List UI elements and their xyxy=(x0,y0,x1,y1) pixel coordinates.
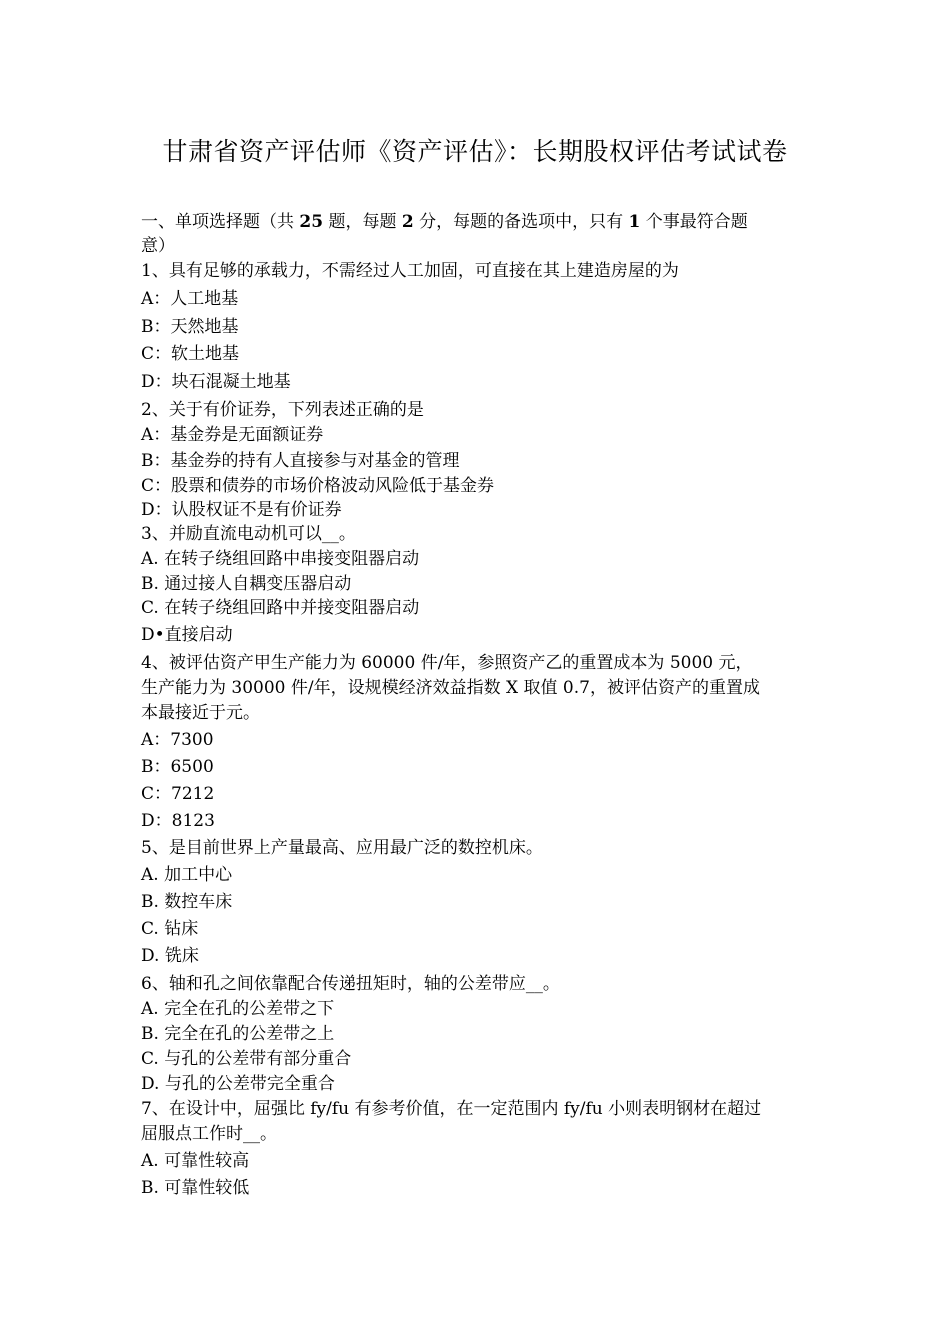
q3-option-d: D•直接启动 xyxy=(141,625,233,645)
q3-option-b: B. 通过接人自耦变压器启动 xyxy=(141,574,352,594)
section-prefix: 一、单项选择题（共 xyxy=(141,212,300,232)
q6-option-a: A. 完全在孔的公差带之下 xyxy=(141,999,335,1019)
q5-option-a: A. 加工中心 xyxy=(141,865,233,885)
answer-count: 1 xyxy=(628,212,641,232)
q2-option-b: B：基金券的持有人直接参与对基金的管理 xyxy=(141,451,460,471)
q2-stem: 2、关于有价证券，下列表述正确的是 xyxy=(141,400,424,420)
q6-stem: 6、轴和孔之间依靠配合传递扭矩时，轴的公差带应__。 xyxy=(141,974,560,994)
q1-option-d: D：块石混凝土地基 xyxy=(141,372,291,392)
q7-stem-line1: 7、在设计中，屈强比 fy/fu 有参考价值，在一定范围内 fy/fu 小则表明钢材在超过 xyxy=(141,1099,762,1119)
section-suffix: 个事最符合题 xyxy=(640,212,748,232)
section-heading xyxy=(141,210,821,235)
q6-option-b: B. 完全在孔的公差带之上 xyxy=(141,1024,335,1044)
q4-option-c: C：7212 xyxy=(141,784,215,804)
question-count: 25 xyxy=(299,212,324,232)
q4-stem-line3: 本最接近于元。 xyxy=(141,703,260,723)
q3-option-a: A. 在转子绕组回路中串接变阻器启动 xyxy=(141,549,420,569)
q1-option-c: C：软土地基 xyxy=(141,344,240,364)
section-heading-line2: 意） xyxy=(141,236,175,256)
q5-stem: 5、是目前世界上产量最高、应用最广泛的数控机床。 xyxy=(141,838,543,858)
q2-option-d: D：认股权证不是有价证券 xyxy=(141,500,342,520)
q3-stem: 3、并励直流电动机可以__。 xyxy=(141,524,356,544)
q1-stem: 1、具有足够的承载力，不需经过人工加固，可直接在其上建造房屋的为 xyxy=(141,261,679,281)
q4-option-b: B：6500 xyxy=(141,757,214,777)
q7-stem-line2: 屈服点工作时__。 xyxy=(141,1124,277,1144)
question-points: 2 xyxy=(401,212,414,232)
q2-option-c: C：股票和债券的市场价格波动风险低于基金券 xyxy=(141,476,495,496)
q7-option-b: B. 可靠性较低 xyxy=(141,1178,250,1198)
q2-option-a: A：基金券是无面额证券 xyxy=(141,425,324,445)
q7-option-a: A. 可靠性较高 xyxy=(141,1151,250,1171)
document-title: 甘肃省资产评估师《资产评估》：长期股权评估考试试卷 xyxy=(162,137,788,166)
q5-option-b: B. 数控车床 xyxy=(141,892,233,912)
q5-option-c: C. 钻床 xyxy=(141,919,199,939)
q4-stem-line1: 4、被评估资产甲生产能力为 60000 件/年，参照资产乙的重置成本为 5000 元， xyxy=(141,653,753,673)
q4-option-d: D：8123 xyxy=(141,811,215,831)
section-mid1: 题，每题 xyxy=(323,212,402,232)
q6-option-c: C. 与孔的公差带有部分重合 xyxy=(141,1049,352,1069)
q6-option-d: D. 与孔的公差带完全重合 xyxy=(141,1074,335,1094)
q1-option-b: B：天然地基 xyxy=(141,317,239,337)
q5-option-d: D. 铣床 xyxy=(141,946,199,966)
q4-option-a: A：7300 xyxy=(141,730,214,750)
q4-stem-line2: 生产能力为 30000 件/年，设规模经济效益指数 X 取值 0.7，被评估资产的重置成 xyxy=(141,678,760,698)
section-mid2: 分，每题的备选项中，只有 xyxy=(413,212,629,232)
q1-option-a: A：人工地基 xyxy=(141,289,239,309)
q3-option-c: C. 在转子绕组回路中并接变阻器启动 xyxy=(141,598,420,618)
